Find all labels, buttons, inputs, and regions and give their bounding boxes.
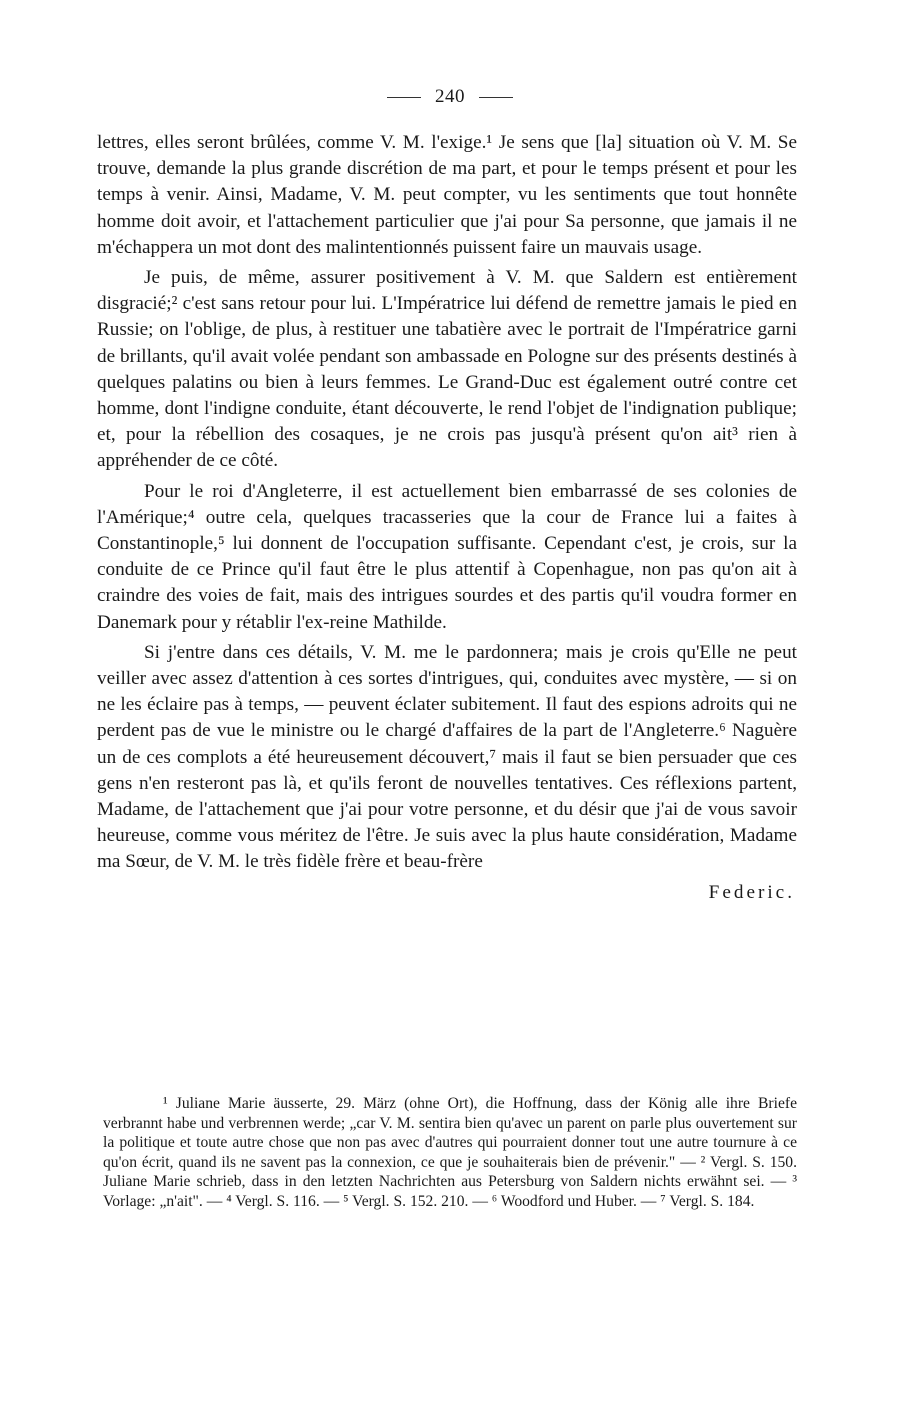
footnotes <box>103 1094 797 1212</box>
left-dash-divider <box>387 97 421 98</box>
footnotes-text: ¹ Juliane Marie äusserte, 29. März (ohne Ort), die Hoffnung, dass der König alle ihre Briefe verbrannt habe und verbrennen werde; „car V. M. sentira bien qu'avec un parent on parle plus ouvertement sur la politique et toute autre chose que non pas avec d'autres qui pourraient donner tout une autre tournure à ce qu'on écrit, quand ils ne savent pas la connexion, ce que je souhaiterais bien de prévenir." — ² Vergl. S. 150. Juliane Marie schrieb, dass in den letzten Nachrichten aus Petersburg von Saldern nichts erwähnt sei. — ³ Vorlage: „n'ait". — ⁴ Vergl. S. 116. — ⁵ Vergl. S. 152. 210. — ⁶ Woodford und Huber. — ⁷ Vergl. S. 184. <box>103 1095 797 1210</box>
paragraph-1: lettres, elles seront brûlées, comme V. M. l'exige.¹ Je sens que [la] situation où V. M. Se trouve, demande la plus grande discrétion de ma part, et pour le temps présent et pour les temps à venir. Ainsi, Madame, V. M. peut compter, vu les sentiments que tout honnête homme doit avoir, et l'attachement particulier que j'ai pour Sa personne, que jamais il ne m'échappera un mot dont des malintentionnés puissent faire un mauvais usage. <box>97 132 797 258</box>
signature: Federic. <box>708 881 795 903</box>
page-number: 240 <box>435 86 465 107</box>
paragraph-3: Pour le roi d'Angleterre, il est actuellement bien embarrassé de ses colonies de l'Amérique;⁴ outre cela, quelques tracasseries que la cour de France lui a faites à Constantinople,⁵ lui donnent de l'occupation suffisante. Cependant c'est, je crois, sur la conduite de ce Prince qu'il faut être le plus attentif à Copenhague, non pas qu'on ait à craindre des voies de fait, mais des intrigues sourdes et des partis qu'il voudra former en Danemark pour y rétablir l'ex-reine Mathilde. <box>97 480 797 633</box>
paragraph-2: Je puis, de même, assurer positivement à V. M. que Saldern est entièrement disgracié;² c'est sans retour pour lui. L'Impératrice lui défend de remettre jamais le pied en Russie; on l'oblige, de plus, à restituer une tabatière avec le portrait de l'Impératrice garni de brillants, qu'il avait volée pendant son ambassade en Pologne sur des présents destinés à quelques palatins ou bien à leurs femmes. Le Grand-Duc est également outré contre cet homme, dont l'indigne conduite, étant découverte, le rend l'objet de l'indignation publique; et, pour la rébellion des cosaques, je ne crois pas jusqu'à présent qu'on ait³ rien à appréhender de ce côté. <box>97 267 797 472</box>
page-number-row <box>0 86 900 108</box>
paragraph-4: Si j'entre dans ces détails, V. M. me le pardonnera; mais je crois qu'Elle ne peut veiller avec assez d'attention à ces sortes d'intrigues, qui, conduites avec mystère, — si on ne les éclaire pas à temps, — peuvent éclater subitement. Il faut des espions adroits qui ne perdent pas de vue le ministre ou le chargé d'affaires de la part de l'Angleterre.⁶ Naguère un de ces complots a été heureusement découvert,⁷ mais il faut se bien persuader que ces gens n'en resteront pas là, et qu'ils feront de nouvelles tentatives. Ces réflexions partent, Madame, de l'attachement que j'ai pour votre personne, et du désir que j'ai de vous savoir heureuse, comme vous méritez de l'être. Je suis avec la plus haute considération, Madame ma Sœur, de V. M. le très fidèle frère et beau-frère <box>97 641 797 873</box>
right-dash-divider <box>479 97 513 98</box>
letter-body <box>97 130 797 906</box>
